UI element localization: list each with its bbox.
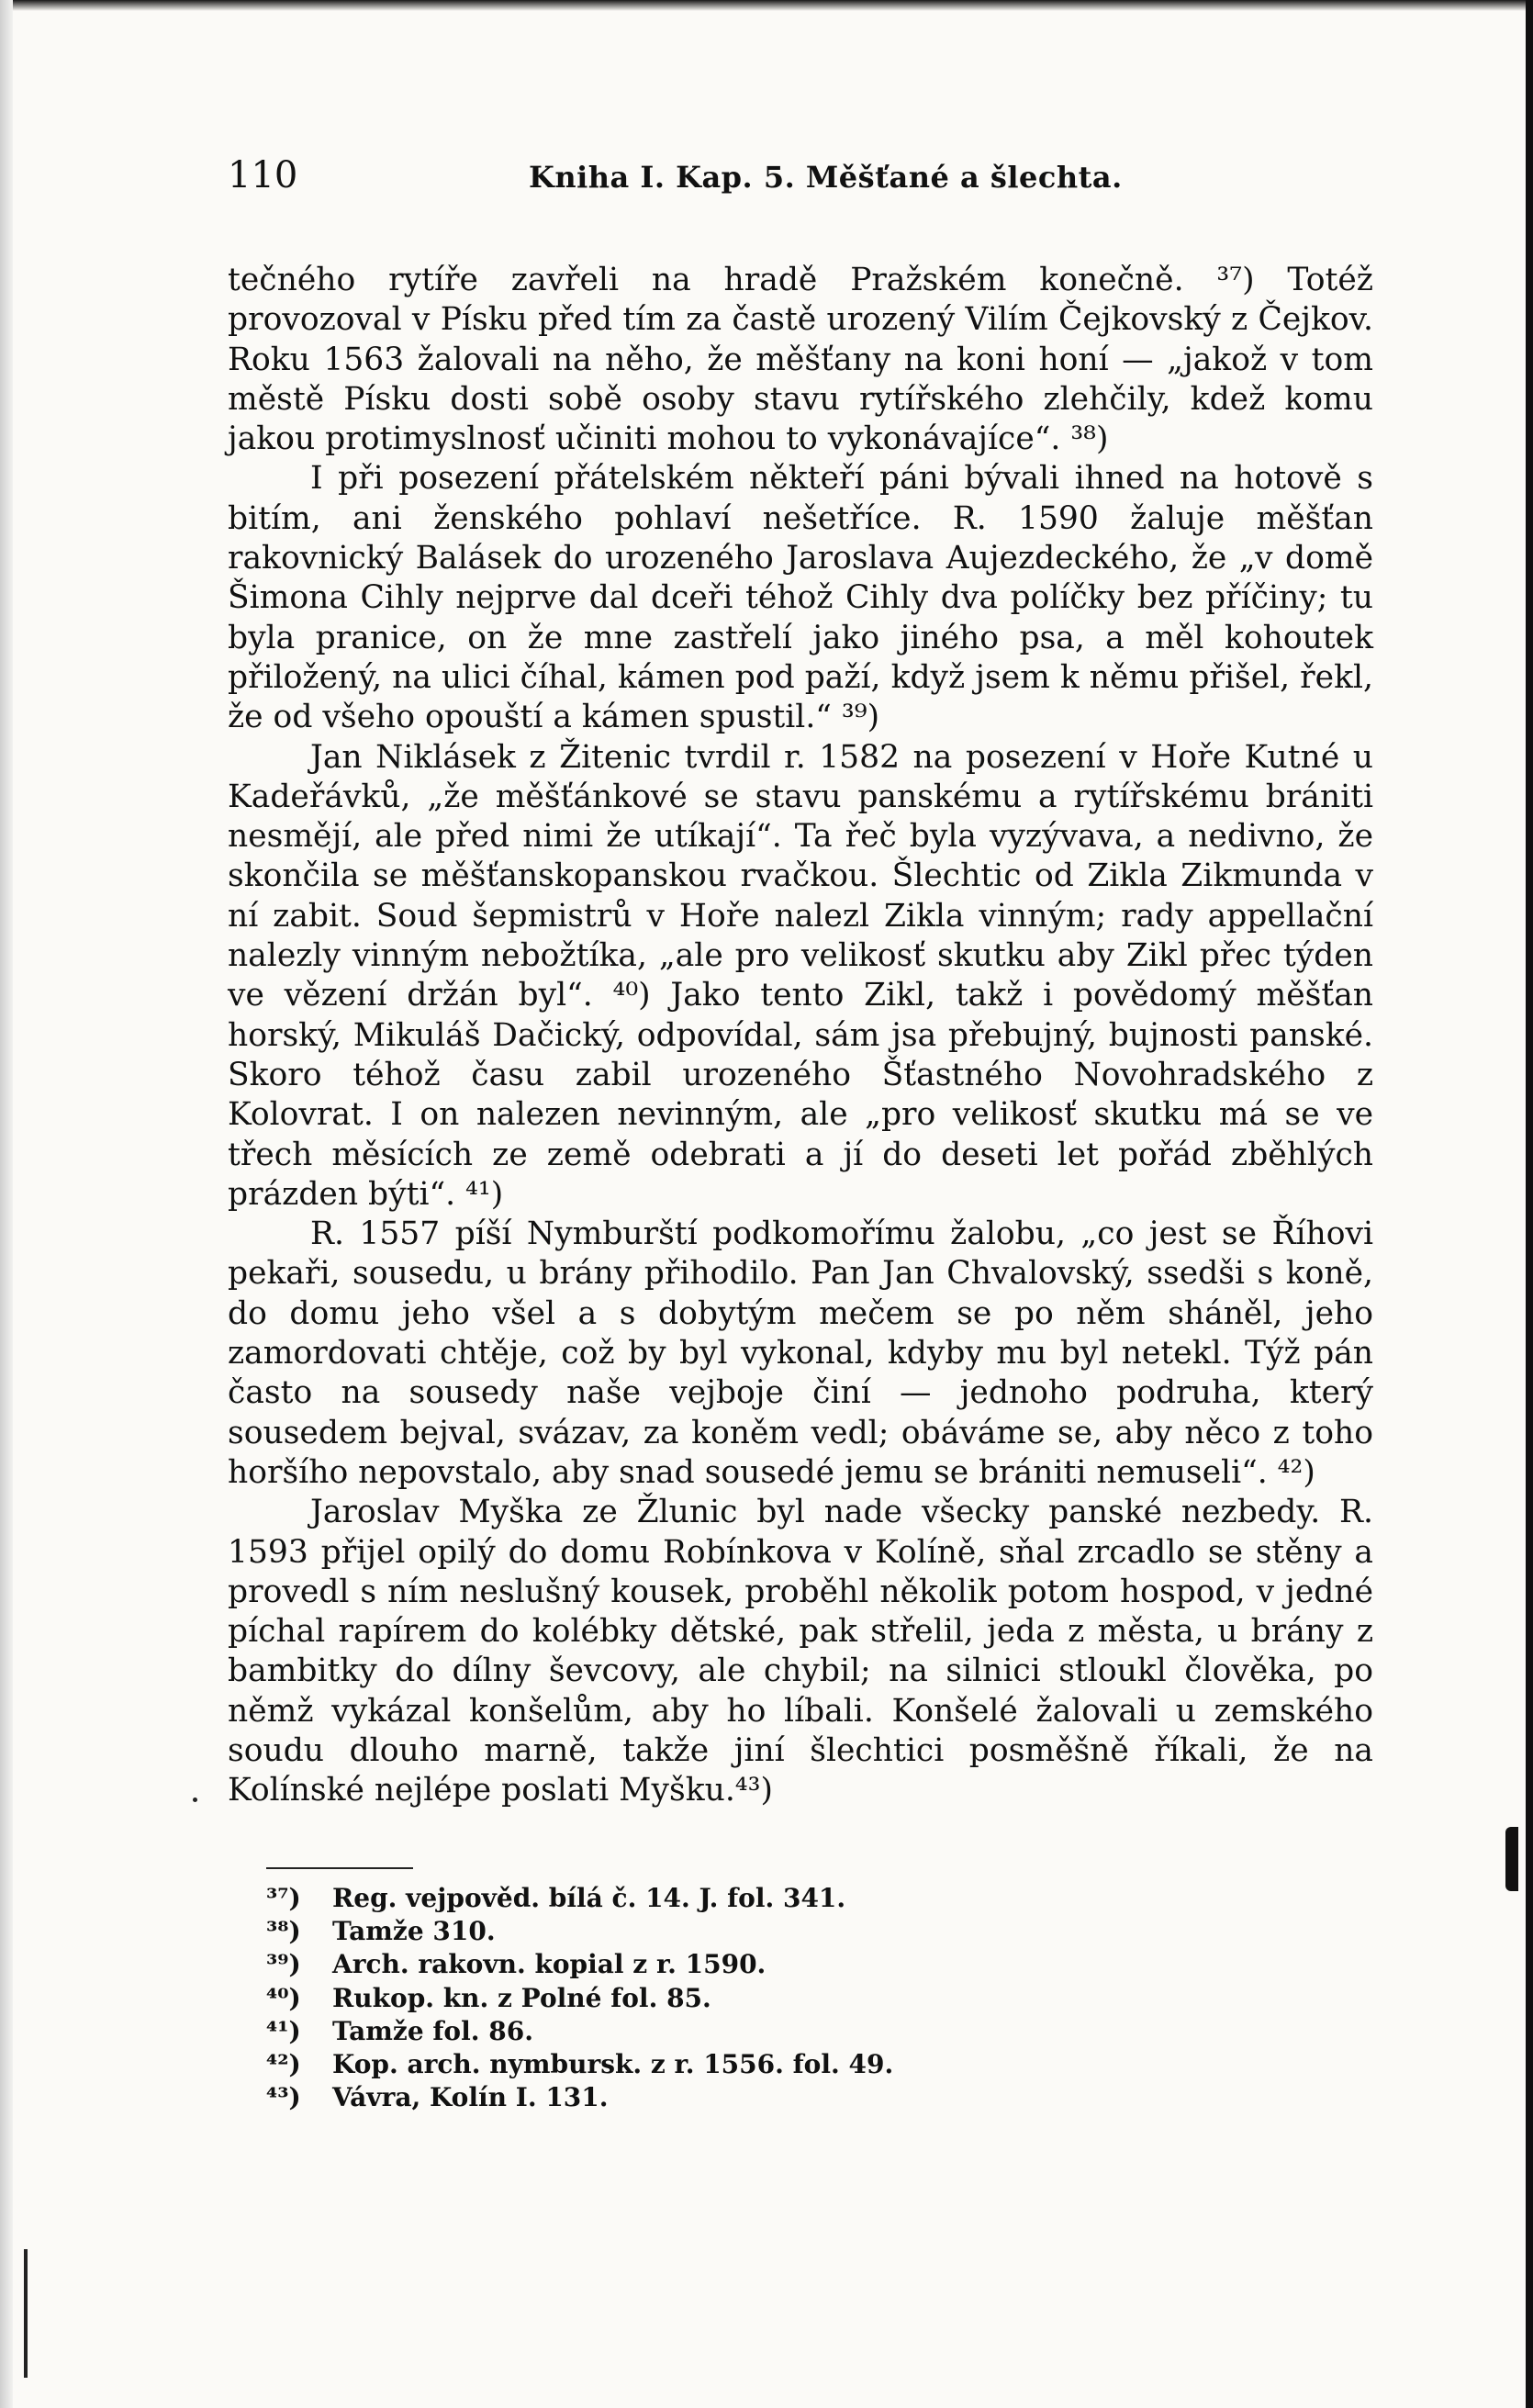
footnote-number: ⁴³) bbox=[266, 2082, 301, 2113]
footnote bbox=[266, 1915, 1092, 1948]
footnote-text: Vávra, Kolín I. 131. bbox=[332, 2082, 609, 2113]
paragraph: Jan Niklásek z Žitenic tvrdil r. 1582 na posezení v Hoře Kutné u Kadeřávků, „že měšťánkové se stavu panskému a rytířskému brániti nesmějí, ale před nimi že utíkají“. Ta řeč byla vyzývava, a nedivno, že skončila se měšťanskopanskou rvačkou. Šlechtic od Zikla Zikmunda v ní zabit. Soud šepmistrů v Hoře nalezl Zikla vinným; rady appellační nalezly vinným nebožtíka, „ale pro velikosť skutku aby Zikl přec týden ve vězení držán byl“. ⁴⁰) Jako tento Zikl, takž i povědomý měšťan horský, Mikuláš Dačický, odpovídal, sám jsa přebujný, bujnosti panské. Skoro téhož času zabil urozeného Šťastného Novohradského z Kolovrat. I on nalezen nevinným, ale „pro velikosť skutku má se ve třech měsících ze země odebrati a jí do deseti let pořád zběhlých prázden býti“. ⁴¹) bbox=[228, 738, 1373, 1213]
paragraph: I při posezení přátelském někteří páni bývali ihned na hotově s bitím, ani ženského pohlaví nešetříce. R. 1590 žaluje měšťan rakovnický Balásek do urozeného Jaroslava Aujezdeckého, že „v domě Šimona Cihly nejprve dal dceři téhož Cihly dva políčky bez příčiny; tu byla pranice, on že mne zastřelí jako jiného psa, a měl kohoutek přiložený, na ulici číhal, kámen pod paží, když jsem k němu přišel, řekl, že od všeho opouští a kámen spustil.“ ³⁹) bbox=[228, 460, 1373, 736]
footnote-text: Arch. rakovn. kopial z r. 1590. bbox=[332, 1949, 766, 1980]
running-title: Kniha I. Kap. 5. Měšťané a šlechta. bbox=[529, 160, 1123, 195]
footnote bbox=[266, 2048, 1092, 2081]
footnote-number: ⁴²) bbox=[266, 2049, 301, 2080]
footnote bbox=[266, 1948, 1092, 1981]
margin-dot bbox=[193, 1798, 197, 1802]
footnote-separator bbox=[266, 1867, 413, 1869]
footnote-number: ⁴¹) bbox=[266, 2015, 301, 2046]
footnote-number: ³⁷) bbox=[266, 1883, 301, 1913]
footnote-text: Tamže 310. bbox=[332, 1916, 496, 1947]
footnote bbox=[266, 1882, 1092, 1915]
footnote-text: Reg. vejpověd. bílá č. 14. J. fol. 341. bbox=[332, 1883, 846, 1913]
footnote-number: ³⁸) bbox=[266, 1916, 301, 1947]
page-clip-mark bbox=[1505, 1827, 1518, 1891]
body-text bbox=[228, 261, 1373, 1811]
page-left-edge bbox=[0, 0, 13, 2408]
footnote bbox=[266, 2081, 1092, 2114]
page-top-shadow bbox=[0, 0, 1526, 11]
page-number: 110 bbox=[228, 154, 298, 196]
paragraph: R. 1557 píší Nymburští podkomořímu žalobu, „co jest se Říhovi pekaři, sousedu, u brány přihodilo. Pan Jan Chvalovský, ssedši s koně, do domu jeho všel a s dobytým mečem se po něm sháněl, jeho zamordovati chtěje, což by byl vykonal, kdyby mu byl netekl. Týž pán často na sousedy naše vejboje činí — jednoho podruha, který sousedem bejval, svázav, za koněm vedl; obáváme se, aby něco z toho horšího nepovstalo, aby snad sousedé jemu se brániti nemuseli“. ⁴²) bbox=[228, 1215, 1373, 1491]
footnote-text: Rukop. kn. z Polné fol. 85. bbox=[332, 1982, 711, 2013]
footnotes bbox=[266, 1882, 1092, 2114]
page-header bbox=[228, 154, 1375, 209]
binding-mark bbox=[24, 2249, 28, 2378]
footnote-text: Kop. arch. nymbursk. z r. 1556. fol. 49. bbox=[332, 2049, 894, 2080]
paragraph: Jaroslav Myška ze Žlunic byl nade všecky panské nezbedy. R. 1593 přijel opilý do domu Robínkova v Kolíně, sňal zrcadlo se stěny a provedl s ním neslušný kousek, proběhl několik potom hospod, v jedné píchal rapírem do kolébky dětské, pak střelil, jeda z města, u brány z bambitky do dílny ševcovy, ale chybil; na silnici stloukl člověka, po němž vykázal konšelům, aby ho líbali. Konšelé žalovali u zemského soudu dlouho marně, takže jiní šlechtici posměšně říkali, že na Kolínské nejlépe poslati Myšku.⁴³) bbox=[228, 1494, 1373, 1809]
footnote-number: ⁴⁰) bbox=[266, 1982, 301, 2013]
footnote-number: ³⁹) bbox=[266, 1949, 301, 1980]
footnote bbox=[266, 1982, 1092, 2015]
footnote-text: Tamže fol. 86. bbox=[332, 2015, 533, 2046]
footnote bbox=[266, 2015, 1092, 2048]
paragraph: tečného rytíře zavřeli na hradě Pražském konečně. ³⁷) Totéž provozoval v Písku před tím za častě urozený Vilím Čejkovský z Čejkov. Roku 1563 žalovali na něho, že měšťany na koni honí — „jakož v tom městě Písku dosti sobě osoby stavu rytířského zlehčily, kdež komu jakou protimyslnosť učiniti mohou to vykonávajíce“. ³⁸) bbox=[228, 262, 1373, 458]
